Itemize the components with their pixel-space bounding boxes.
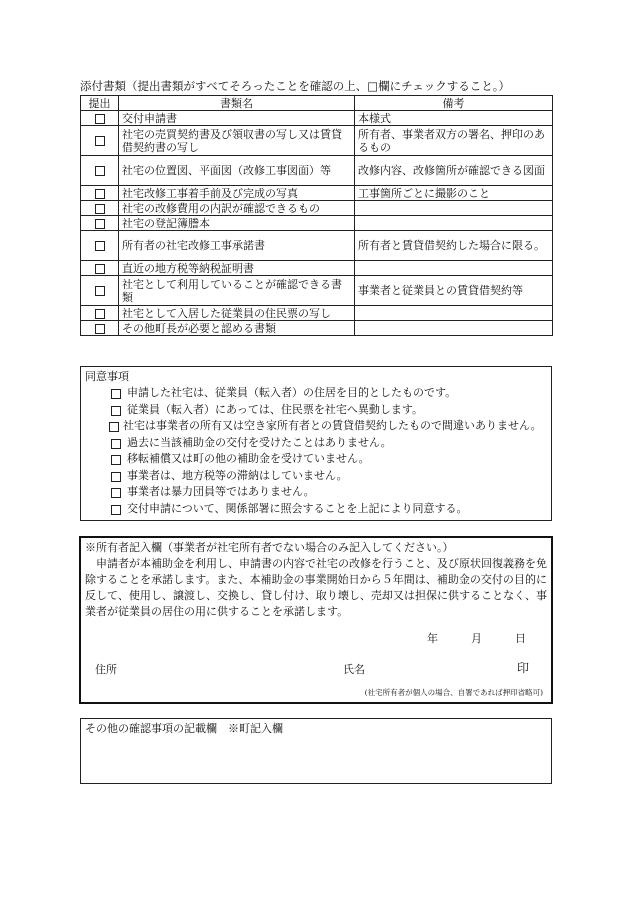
submit-checkbox[interactable] (95, 241, 105, 251)
consent-item (109, 418, 545, 435)
consent-text: 事業者は、地方税等の滞納はしていません。 (127, 468, 348, 482)
other-confirmation-section[interactable] (80, 718, 552, 784)
submit-checkbox[interactable] (95, 264, 105, 274)
document-remarks: 所有者と賃貸借契約した場合に限る。 (355, 231, 553, 261)
submit-checkbox[interactable] (95, 309, 105, 319)
table-row (81, 231, 553, 261)
document-remarks: 改修内容、改修箇所が確認できる図面 (355, 156, 553, 186)
document-remarks: 事業者と従業員との賃貸借契約等 (355, 276, 553, 306)
consent-item (109, 451, 545, 468)
submit-checkbox[interactable] (95, 189, 105, 199)
header-submit: 提出 (81, 96, 119, 111)
name-label: 氏名 (343, 663, 365, 676)
consent-checkbox[interactable] (111, 389, 121, 399)
owner-section (79, 536, 553, 704)
document-remarks: 所有者、事業者双方の署名、押印のあるもの (355, 126, 553, 156)
table-header-row (81, 96, 553, 111)
submit-checkbox[interactable] (95, 204, 105, 214)
other-confirmation-title: その他の確認事項の記載欄 ※町記入欄 (85, 722, 283, 735)
date-field[interactable] (427, 631, 526, 647)
table-row (81, 186, 553, 201)
document-name: 直近の地方税等納税証明書 (119, 261, 355, 276)
seal-mark: 印 (517, 661, 530, 675)
consent-text: 移転補償又は町の他の補助金を受けていません。 (127, 452, 370, 465)
owner-title: ※所有者記入欄（事業者が社宅所有者でない場合のみ記入してください。） (85, 541, 454, 554)
document-name: 所有者の社宅改修工事承諾書 (119, 231, 355, 261)
table-row (81, 321, 553, 336)
document-remarks: 本様式 (355, 111, 553, 126)
submit-checkbox[interactable] (95, 219, 105, 229)
submit-checkbox[interactable] (95, 136, 105, 146)
table-row (81, 156, 553, 186)
consent-checkbox[interactable] (111, 505, 121, 515)
table-row (81, 201, 553, 216)
consent-item (109, 402, 545, 419)
document-name: 社宅として入居した従業員の住民票の写し (119, 306, 355, 321)
attachments-table (80, 95, 553, 336)
header-document-name: 書類名 (119, 96, 355, 111)
table-row (81, 306, 553, 321)
consent-list (109, 385, 545, 517)
address-field[interactable] (95, 662, 117, 678)
document-name: 社宅改修工事着手前及び完成の写真 (119, 186, 355, 201)
document-remarks (355, 261, 553, 276)
table-row (81, 261, 553, 276)
submit-checkbox[interactable] (95, 286, 105, 296)
table-row (81, 216, 553, 231)
attachments-title: 添付書類（提出書類がすべてそろったことを確認の上、□欄にチェックすること。） (80, 79, 511, 93)
document-remarks (355, 306, 553, 321)
header-remarks: 備考 (355, 96, 553, 111)
name-field[interactable] (343, 662, 365, 678)
table-row (81, 111, 553, 126)
document-name: 社宅の売買契約書及び領収書の写し又は賃貸借契約書の写し (119, 126, 355, 156)
document-remarks (355, 201, 553, 216)
seal-note: (社宅所有者が個人の場合、自署であれば押印省略可) (364, 688, 543, 697)
consent-text: 従業員（転入者）にあっては、住民票を社宅へ異動します。 (127, 402, 424, 416)
consent-text: 申請した社宅は、従業員（転入者）の住居を目的としたものです。 (127, 386, 457, 399)
submit-checkbox[interactable] (95, 114, 105, 124)
document-name: 社宅の改修費用の内訳が確認できるもの (119, 201, 355, 216)
submit-checkbox[interactable] (95, 324, 105, 334)
document-name: その他町長が必要と認める書類 (119, 321, 355, 336)
document-remarks (355, 216, 553, 231)
consent-checkbox[interactable] (111, 455, 121, 465)
consent-title: 同意事項 (85, 370, 129, 383)
consent-item (109, 468, 545, 485)
consent-text: 過去に当該補助金の交付を受けたことはありません。 (127, 435, 392, 449)
consent-checkbox[interactable] (111, 472, 121, 482)
consent-item (109, 385, 545, 402)
consent-section (80, 366, 552, 521)
consent-text: 社宅は事業者の所有又は空き家所有者との賃貸借契約したもので間違いありません。 (123, 419, 542, 432)
consent-checkbox[interactable] (111, 406, 121, 416)
consent-item (109, 435, 545, 452)
consent-item (109, 484, 545, 501)
consent-checkbox[interactable] (111, 488, 121, 498)
document-remarks (355, 321, 553, 336)
consent-checkbox[interactable] (111, 439, 121, 449)
table-row (81, 276, 553, 306)
document-name: 社宅として利用していることが確認できる書類 (119, 276, 355, 306)
consent-item (109, 501, 545, 518)
document-remarks: 工事箇所ごとに撮影のこと (355, 186, 553, 201)
document-name: 社宅の登記簿謄本 (119, 216, 355, 231)
document-name: 社宅の位置図、平面図（改修工事図面）等 (119, 156, 355, 186)
day-label: 日 (515, 632, 526, 645)
consent-text: 事業者は暴力団員等ではありません。 (127, 485, 315, 498)
month-label: 月 (471, 632, 482, 645)
consent-text: 交付申請について、関係部署に照会することを上記により同意する。 (127, 501, 468, 515)
submit-checkbox[interactable] (95, 166, 105, 176)
year-label: 年 (427, 632, 438, 645)
document-name: 交付申請書 (119, 111, 355, 126)
table-row (81, 126, 553, 156)
address-label: 住所 (95, 663, 117, 676)
consent-checkbox[interactable] (109, 422, 119, 432)
owner-consent-text: 申請者が本補助金を利用し、申請書の内容で社宅の改修を行うこと、及び原状回復義務を免除することを承諾します。また、本補助金の事業開始日から５年間は、補助金の交付の目的に反して、使用し、譲渡し、交換し、貸し付け、取り壊し、売却又は担保に供することなく、事業者が従業員の居住の用に供することを承諾します。 (85, 557, 547, 618)
